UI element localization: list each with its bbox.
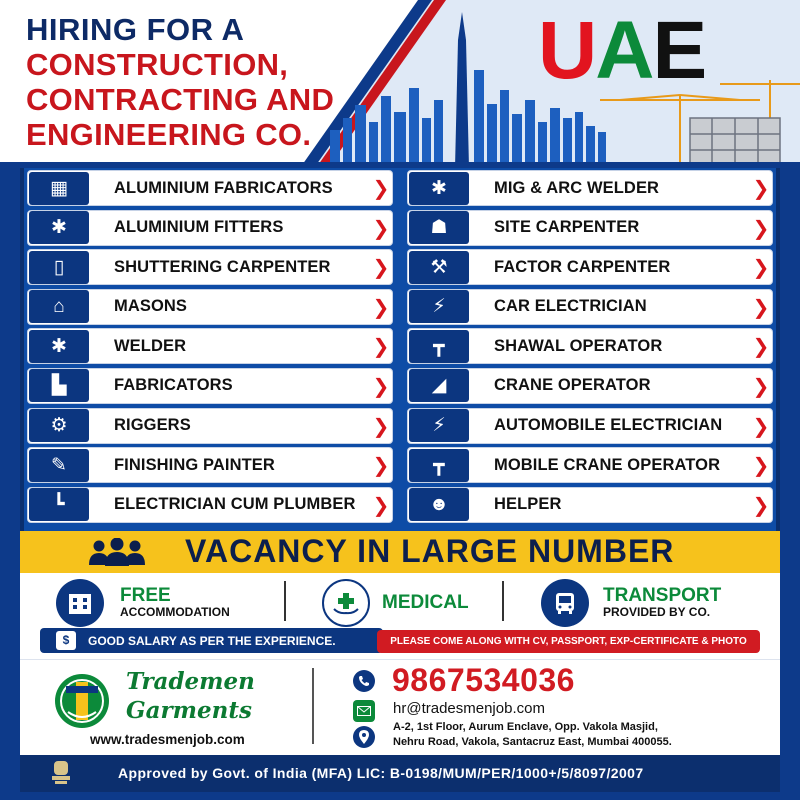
- job-row[interactable]: [27, 210, 393, 246]
- welder-icon: ✱: [409, 172, 469, 205]
- job-row[interactable]: [407, 447, 773, 483]
- car-electric-icon: ⚡: [409, 290, 469, 323]
- job-row[interactable]: [27, 328, 393, 364]
- country-letter-u: U: [538, 5, 596, 96]
- chevron-right-icon: ❯: [752, 176, 770, 200]
- chevron-right-icon: ❯: [752, 334, 770, 359]
- job-title: CRANE OPERATOR: [494, 376, 651, 395]
- benefit-title: TRANSPORT: [603, 585, 722, 607]
- job-row[interactable]: [27, 368, 393, 404]
- job-title: SHUTTERING CARPENTER: [114, 257, 331, 276]
- job-title: FINISHING PAINTER: [114, 455, 275, 474]
- frame-right: [780, 162, 800, 800]
- brick-house-icon: ⌂: [29, 290, 89, 323]
- plug-bolt-icon: ⚡: [409, 409, 469, 442]
- welder-mask-icon: ✱: [29, 211, 89, 244]
- gear-icon: ⚙: [29, 409, 89, 442]
- tower-crane-icon: ┳: [409, 330, 469, 363]
- address-line-1: A-2, 1st Floor, Aurum Enclave, Opp. Vakola Masjid,: [393, 721, 658, 733]
- chevron-right-icon: ❯: [372, 453, 390, 478]
- worker-tool-icon: ⚒: [409, 251, 469, 284]
- people-group-icon: [86, 538, 148, 566]
- benefit-divider: [284, 581, 286, 621]
- job-title: CAR ELECTRICIAN: [494, 297, 647, 316]
- headline-line-3: CONTRACTING AND: [26, 82, 335, 117]
- job-title: ALUMINIUM FITTERS: [114, 218, 284, 237]
- job-title: HELPER: [494, 495, 562, 514]
- job-row[interactable]: [407, 328, 773, 364]
- factory-icon: ▙: [29, 369, 89, 402]
- job-row[interactable]: [407, 170, 773, 206]
- chevron-right-icon: ❯: [372, 334, 390, 359]
- chevron-right-icon: ❯: [372, 294, 390, 319]
- job-row[interactable]: [407, 487, 773, 523]
- job-title: MIG & ARC WELDER: [494, 178, 660, 197]
- country-letter-a: A: [595, 5, 653, 96]
- job-row[interactable]: [27, 289, 393, 325]
- vacancy-banner: [20, 531, 780, 573]
- medical-hands-icon: [322, 579, 370, 627]
- job-row[interactable]: [27, 487, 393, 523]
- contact-section: [20, 659, 780, 755]
- jobs-column-right: [407, 170, 773, 526]
- carpenter-icon: ☗: [409, 211, 469, 244]
- job-title: AUTOMOBILE ELECTRICIAN: [494, 416, 723, 435]
- chevron-right-icon: ❯: [372, 215, 390, 240]
- job-row[interactable]: [407, 249, 773, 285]
- welder-icon: ✱: [29, 330, 89, 363]
- benefit-subtitle: ACCOMMODATION: [120, 605, 230, 620]
- job-row[interactable]: [407, 289, 773, 325]
- job-row[interactable]: [27, 447, 393, 483]
- bus-icon: [541, 579, 589, 627]
- address-line-2: Nehru Road, Vakola, Santacruz East, Mumbai 400055.: [393, 736, 672, 749]
- jobs-column-left: [27, 170, 393, 526]
- pipe-icon: ┗: [29, 488, 89, 521]
- chevron-right-icon: ❯: [372, 176, 390, 200]
- footer-bar: [20, 755, 780, 792]
- company-name-line-2: Garments: [126, 696, 252, 724]
- headline-line-2: CONSTRUCTION,: [26, 47, 289, 82]
- benefit-title: FREE: [120, 585, 171, 607]
- job-row[interactable]: [27, 170, 393, 206]
- chevron-right-icon: ❯: [752, 215, 770, 240]
- documents-text: PLEASE COME ALONG WITH CV, PASSPORT, EXP-CERTIFICATE & PHOTO: [390, 636, 747, 647]
- metal-bars-icon: ▦: [29, 172, 89, 205]
- job-row[interactable]: [407, 368, 773, 404]
- benefit-divider: [502, 581, 504, 621]
- hard-hat-worker-icon: ☻: [409, 488, 469, 521]
- chevron-right-icon: ❯: [372, 255, 390, 280]
- job-title: SHAWAL OPERATOR: [494, 336, 663, 355]
- approval-text: Approved by Govt. of India (MFA) LIC: B-0198/MUM/PER/1000+/5/8097/2007: [118, 765, 644, 781]
- money-bag-icon: $: [56, 631, 76, 650]
- frame-bottom: [0, 792, 800, 800]
- email-address[interactable]: hr@tradesmenjob.com: [393, 700, 545, 717]
- benefit-subtitle: PROVIDED BY CO.: [603, 605, 711, 620]
- chevron-right-icon: ❯: [372, 492, 390, 517]
- chevron-right-icon: ❯: [752, 413, 770, 438]
- salary-pill: [40, 628, 383, 653]
- phone-number[interactable]: 9867534036: [392, 662, 575, 698]
- job-title: SITE CARPENTER: [494, 218, 640, 237]
- benefit-medical: [322, 579, 469, 627]
- job-row[interactable]: [27, 249, 393, 285]
- phone-icon: [353, 670, 375, 692]
- chevron-right-icon: ❯: [752, 255, 770, 280]
- job-title: MASONS: [114, 297, 188, 316]
- job-title: RIGGERS: [114, 416, 191, 435]
- benefit-transport: [541, 579, 721, 627]
- country-title: [538, 5, 706, 96]
- header-banner: [0, 0, 800, 168]
- headline-line-4: ENGINEERING CO.: [26, 117, 312, 152]
- headline-line-1: HIRING FOR A: [26, 12, 245, 47]
- mobile-crane-icon: ◢: [409, 369, 469, 402]
- headline: [26, 14, 334, 150]
- chevron-right-icon: ❯: [372, 373, 390, 398]
- national-emblem-icon: [50, 759, 72, 787]
- job-title: ELECTRICIAN CUM PLUMBER: [114, 495, 356, 514]
- chevron-right-icon: ❯: [372, 413, 390, 438]
- chevron-right-icon: ❯: [752, 453, 770, 478]
- job-row[interactable]: [27, 408, 393, 444]
- country-letter-e: E: [652, 5, 706, 96]
- chevron-right-icon: ❯: [752, 373, 770, 398]
- job-title: WELDER: [114, 336, 187, 355]
- company-name-line-1: Trademen: [126, 668, 255, 695]
- location-pin-icon: [353, 726, 375, 748]
- salary-text: GOOD SALARY AS PER THE EXPERIENCE.: [88, 633, 336, 648]
- job-row[interactable]: [407, 408, 773, 444]
- chevron-right-icon: ❯: [752, 492, 770, 517]
- worker-door-icon: ▯: [29, 251, 89, 284]
- website-link[interactable]: www.tradesmenjob.com: [90, 732, 245, 747]
- documents-pill: [377, 630, 760, 653]
- company-logo: [52, 672, 112, 730]
- building-icon: [56, 579, 104, 627]
- vacancy-text: VACANCY IN LARGE NUMBER: [185, 533, 675, 569]
- job-title: FABRICATORS: [114, 376, 233, 395]
- crane-hook-icon: ┳: [409, 449, 469, 482]
- benefits-section: [20, 573, 780, 659]
- email-icon: [353, 700, 375, 722]
- office-address: [393, 720, 672, 751]
- job-row[interactable]: [407, 210, 773, 246]
- contact-divider: [312, 668, 314, 744]
- frame-left: [0, 162, 20, 800]
- job-title: FACTOR CARPENTER: [494, 257, 671, 276]
- benefit-title: MEDICAL: [382, 592, 469, 614]
- benefit-accommodation: [56, 579, 230, 627]
- company-name: [126, 668, 255, 726]
- paint-brush-icon: ✎: [29, 449, 89, 482]
- job-title: MOBILE CRANE OPERATOR: [494, 455, 721, 474]
- chevron-right-icon: ❯: [752, 294, 770, 319]
- job-title: ALUMINIUM FABRICATORS: [114, 178, 333, 197]
